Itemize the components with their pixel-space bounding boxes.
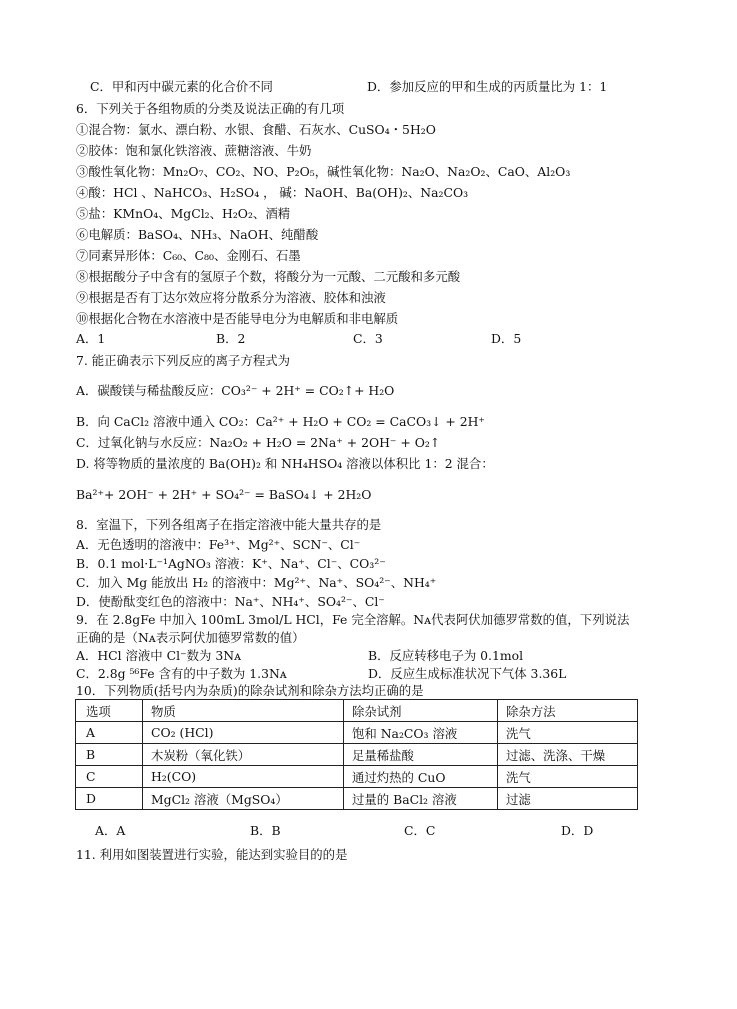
table-row bbox=[76, 788, 638, 810]
table-cell: CO₂ (HCl) bbox=[143, 722, 344, 744]
table-cell: H₂(CO) bbox=[143, 766, 344, 788]
q6-item-8: ⑧根据酸分子中含有的氢原子个数，将酸分为一元酸、二元酸和多元酸 bbox=[76, 269, 461, 284]
q6-item-5: ⑤盐：KMnO₄、MgCl₂、H₂O₂、酒精 bbox=[76, 206, 291, 221]
q6-item-1: ①混合物：氯水、漂白粉、水银、食醋、石灰水、CuSO₄・5H₂O bbox=[76, 122, 436, 137]
q8-stem: 8．室温下，下列各组离子在指定溶液中能大量共存的是 bbox=[76, 517, 382, 532]
table-row bbox=[76, 722, 638, 744]
header-cell: 除杂试剂 bbox=[344, 700, 498, 722]
q10-option-b: B．B bbox=[250, 823, 281, 838]
q6-item-4: ④酸：HCl 、NaHCO₃、H₂SO₄ ， 碱：NaOH、Ba(OH)₂、Na₂CO₃ bbox=[76, 185, 469, 200]
header-cell: 物质 bbox=[143, 700, 344, 722]
q10-option-a: A．A bbox=[95, 823, 126, 838]
table-cell: 足量稀盐酸 bbox=[344, 744, 498, 766]
q7-option-d: D. 将等物质的量浓度的 Ba(OH)₂ 和 NH₄HSO₄ 溶液以体积比 1：2 混合： bbox=[76, 456, 494, 471]
q5-option-d: D．参加反应的甲和生成的丙质量比为 1：1 bbox=[367, 79, 608, 94]
table-row bbox=[76, 744, 638, 766]
q5-option-c: C．甲和丙中碳元素的化合价不同 bbox=[90, 79, 273, 94]
q6-option-c: C．3 bbox=[353, 331, 383, 346]
header-cell: 除杂方法 bbox=[498, 700, 638, 722]
table-cell: B bbox=[76, 744, 143, 766]
table-cell: 过滤、洗涤、干燥 bbox=[498, 744, 638, 766]
q9-option-d: D．反应生成标准状况下气体 3.36L bbox=[368, 666, 567, 681]
q10-table bbox=[75, 699, 638, 810]
q6-option-a: A．1 bbox=[76, 331, 106, 346]
q7-option-a: A．碳酸镁与稀盐酸反应：CO₃²⁻ + 2H⁺ = CO₂↑+ H₂O bbox=[76, 383, 395, 398]
header-cell: 选项 bbox=[76, 700, 143, 722]
table-cell: C bbox=[76, 766, 143, 788]
table-cell: A bbox=[76, 722, 143, 744]
q8-option-c: C．加入 Mg 能放出 H₂ 的溶液中：Mg²⁺、Na⁺、SO₄²⁻、NH₄⁺ bbox=[76, 575, 437, 590]
q9-option-c: C．2.8g ⁵⁶Fe 含有的中子数为 1.3Nᴀ bbox=[76, 666, 287, 681]
q6-item-9: ⑨根据是否有丁达尔效应将分散系分为溶液、胶体和浊液 bbox=[76, 290, 386, 305]
q10-option-d: D．D bbox=[561, 823, 594, 838]
q9-option-b: B．反应转移电子为 0.1mol bbox=[368, 648, 524, 663]
table-cell: D bbox=[76, 788, 143, 810]
table-row bbox=[76, 766, 638, 788]
q10-option-c: C．C bbox=[404, 823, 436, 838]
table-cell: 通过灼热的 CuO bbox=[344, 766, 498, 788]
table-cell: 洗气 bbox=[498, 766, 638, 788]
table-cell: MgCl₂ 溶液（MgSO₄） bbox=[143, 788, 344, 810]
q8-option-b: B．0.1 mol·L⁻¹AgNO₃ 溶液：K⁺、Na⁺、Cl⁻、CO₃²⁻ bbox=[76, 556, 386, 571]
q7-stem: 7. 能正确表示下列反应的离子方程式为 bbox=[76, 353, 291, 368]
q8-option-d: D．使酚酞变红色的溶液中：Na⁺、NH₄⁺、SO₄²⁻、Cl⁻ bbox=[76, 594, 385, 609]
q6-item-6: ⑥电解质：BaSO₄、NH₃、NaOH、纯醋酸 bbox=[76, 227, 319, 242]
q6-stem: 6．下列关于各组物质的分类及说法正确的有几项 bbox=[76, 101, 345, 116]
table-header-row bbox=[76, 700, 638, 722]
q9-option-a: A．HCl 溶液中 Cl⁻数为 3Nᴀ bbox=[76, 648, 242, 663]
q10-stem: 10．下列物质(括号内为杂质)的除杂试剂和除杂方法均正确的是 bbox=[76, 683, 424, 698]
q11-stem: 11. 利用如图装置进行实验，能达到实验目的的是 bbox=[76, 847, 348, 862]
q7-option-d-equation: Ba²⁺+ 2OH⁻ + 2H⁺ + SO₄²⁻ = BaSO₄↓ + 2H₂O bbox=[76, 487, 372, 502]
q9-stem-line-2: 正确的是（Nᴀ表示阿伏加德罗常数的值） bbox=[76, 630, 305, 645]
q6-option-b: B．2 bbox=[216, 331, 246, 346]
q6-item-3: ③酸性氧化物：Mn₂O₇、CO₂、NO、P₂O₅，碱性氧化物：Na₂O、Na₂O₂、CaO、Al₂O₃ bbox=[76, 164, 571, 179]
table-cell: 过量的 BaCl₂ 溶液 bbox=[344, 788, 498, 810]
table-cell: 饱和 Na₂CO₃ 溶液 bbox=[344, 722, 498, 744]
table-cell: 洗气 bbox=[498, 722, 638, 744]
q6-option-d: D．5 bbox=[491, 331, 522, 346]
q6-item-7: ⑦同素异形体：C₆₀、C₈₀、金刚石、石墨 bbox=[76, 248, 301, 263]
q6-item-2: ②胶体：饱和氯化铁溶液、蔗糖溶液、牛奶 bbox=[76, 143, 312, 158]
q6-item-10: ⑩根据化合物在水溶液中是否能导电分为电解质和非电解质 bbox=[76, 311, 399, 326]
table-cell: 过滤 bbox=[498, 788, 638, 810]
q9-stem-line-1: 9．在 2.8gFe 中加入 100mL 3mol/L HCl，Fe 完全溶解。Nᴀ代表阿伏加德罗常数的值，下列说法 bbox=[76, 612, 630, 627]
q8-option-a: A．无色透明的溶液中：Fe³⁺、Mg²⁺、SCN⁻、Cl⁻ bbox=[76, 537, 361, 552]
q7-option-c: C．过氧化钠与水反应：Na₂O₂ + H₂O = 2Na⁺ + 2OH⁻ + O₂↑ bbox=[76, 435, 441, 450]
q7-option-b: B．向 CaCl₂ 溶液中通入 CO₂：Ca²⁺ + H₂O + CO₂ = CaCO₃↓ + 2H⁺ bbox=[76, 414, 485, 429]
table-cell: 木炭粉（氧化铁） bbox=[143, 744, 344, 766]
